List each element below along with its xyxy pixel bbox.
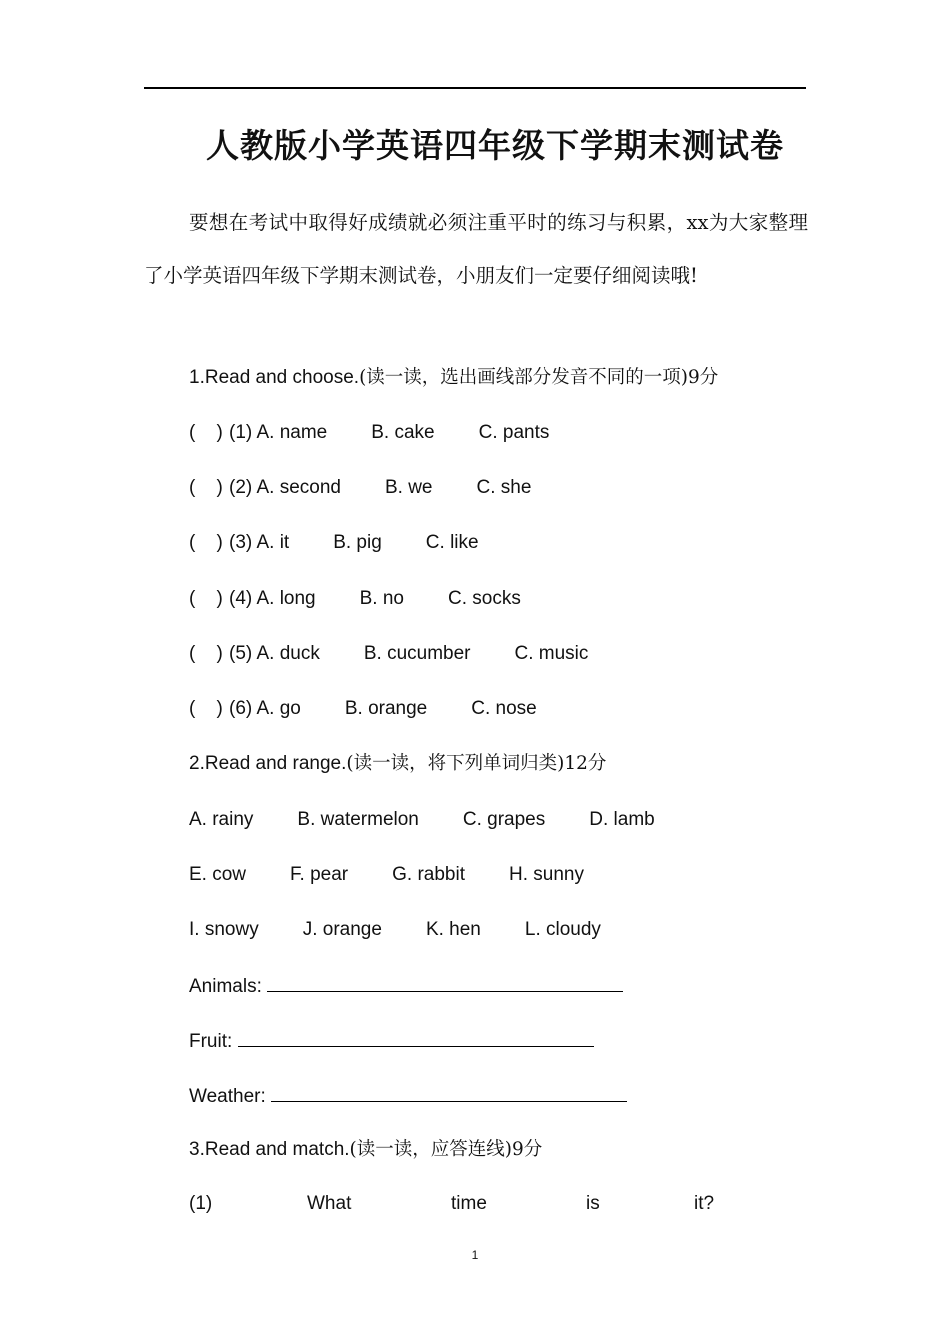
option-b: B. orange — [344, 698, 428, 719]
header-rule — [144, 87, 806, 89]
answer-blank[interactable]: ( ) — [189, 642, 223, 664]
option-c: C. like — [425, 532, 479, 554]
choice-item — [189, 531, 479, 555]
section2-heading-en: 2.Read and range. — [189, 753, 347, 774]
match-item-1-word: it? — [694, 1193, 715, 1214]
item-number: (5) — [229, 642, 253, 664]
word-option: A. rainy — [189, 809, 254, 830]
answer-blank[interactable]: ( ) — [189, 587, 223, 609]
category-line — [189, 1028, 594, 1054]
word-option: K. hen — [425, 919, 481, 941]
choice-item — [189, 642, 588, 666]
intro-paragraph: 要想在考试中取得好成绩就必须注重平时的练习与积累，xx为大家整理了小学英语四年级下学期末测试卷，小朋友们一定要仔细阅读哦! — [144, 211, 808, 287]
option-a: A. go — [256, 698, 301, 719]
choice-item — [189, 421, 549, 445]
option-c: C. music — [514, 642, 589, 664]
option-c: C. nose — [471, 698, 537, 719]
option-c: C. pants — [478, 422, 550, 443]
word-option: C. grapes — [462, 809, 546, 830]
answer-line[interactable] — [271, 1083, 627, 1102]
item-number: (3) — [229, 532, 253, 554]
match-item-1-num: (1) — [189, 1193, 213, 1214]
answer-blank[interactable]: ( ) — [189, 422, 223, 443]
word-option: B. watermelon — [297, 809, 419, 830]
option-b: B. we — [384, 477, 433, 499]
category-label: Animals: — [189, 976, 262, 997]
category-line — [189, 1083, 627, 1109]
word-option: J. orange — [302, 919, 382, 941]
answer-line[interactable] — [267, 973, 623, 992]
section2-heading — [189, 752, 606, 776]
word-option: L. cloudy — [524, 919, 601, 941]
word-row — [189, 918, 601, 942]
choice-item — [189, 587, 521, 611]
word-option: E. cow — [189, 864, 247, 886]
option-b: B. no — [359, 587, 404, 609]
word-option: H. sunny — [509, 864, 584, 886]
match-item-1-word: time — [451, 1193, 487, 1214]
category-line — [189, 973, 623, 999]
option-a: A. second — [256, 477, 341, 499]
item-number: (6) — [229, 698, 253, 719]
document-title: 人教版小学英语四年级下学期末测试卷 — [206, 126, 784, 165]
word-row — [189, 863, 584, 887]
option-a: A. name — [256, 422, 328, 443]
category-label: Fruit: — [189, 1031, 233, 1052]
word-row — [189, 808, 655, 832]
page-number: 1 — [471, 1248, 479, 1262]
option-a: A. it — [256, 532, 290, 554]
answer-line[interactable] — [238, 1028, 594, 1047]
option-a: A. long — [256, 587, 316, 609]
section3-heading-en: 3.Read and match. — [189, 1139, 350, 1160]
option-b: B. pig — [333, 532, 382, 554]
answer-blank[interactable]: ( ) — [189, 698, 223, 719]
section3-heading — [189, 1138, 542, 1162]
option-c: C. she — [476, 477, 532, 499]
answer-blank[interactable]: ( ) — [189, 532, 223, 554]
item-number: (1) — [229, 422, 253, 443]
option-c: C. socks — [448, 587, 521, 609]
choice-item — [189, 476, 531, 500]
option-a: A. duck — [256, 642, 320, 664]
section1-heading-cn: (读一读，选出画线部分发音不同的一项)9分 — [359, 367, 719, 388]
match-item-1-word: What — [307, 1193, 352, 1214]
answer-blank[interactable]: ( ) — [189, 477, 223, 499]
word-option: D. lamb — [589, 809, 655, 830]
section1-heading-en: 1.Read and choose. — [189, 367, 360, 388]
word-option: I. snowy — [189, 919, 259, 941]
category-label: Weather: — [189, 1086, 266, 1107]
option-b: B. cucumber — [363, 642, 471, 664]
section3-heading-cn: (读一读，应答连线)9分 — [349, 1139, 543, 1160]
section1-heading — [189, 366, 718, 390]
word-option: F. pear — [290, 864, 349, 886]
match-item-1-word: is — [586, 1193, 600, 1214]
option-b: B. cake — [371, 422, 435, 443]
item-number: (2) — [229, 477, 253, 499]
word-option: G. rabbit — [392, 864, 465, 886]
section2-heading-cn: (读一读，将下列单词归类)12分 — [346, 753, 607, 774]
choice-item — [189, 697, 537, 721]
item-number: (4) — [229, 587, 253, 609]
